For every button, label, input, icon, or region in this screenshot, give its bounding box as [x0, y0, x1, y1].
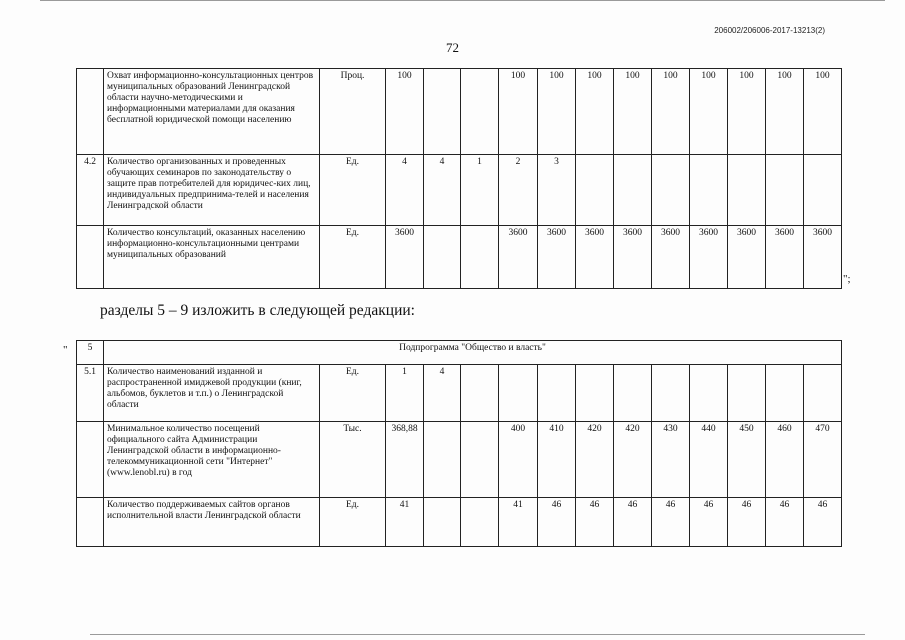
- heading-number: 5: [77, 341, 104, 365]
- unit-of-measure: Ед.: [320, 498, 386, 547]
- indicator-name: Количество наименований изданной и распространенной имиджевой продукции (книг, альбомов, буклетов и т.п.) о Ленинградской области: [104, 365, 320, 422]
- value-cell: 100: [386, 69, 424, 155]
- indicators-table-2: [76, 340, 842, 547]
- table-row: [77, 226, 842, 289]
- table-row: [77, 365, 842, 422]
- value-cell: 450: [728, 422, 766, 498]
- value-cell: 46: [614, 498, 652, 547]
- value-cell: [461, 69, 499, 155]
- value-cell: 41: [386, 498, 424, 547]
- indicator-name: Минимальное количество посещений официального сайта Администрации Ленинградской области в информационно-телекоммуникационной сети "Интернет" (www.lenobl.ru) в год: [104, 422, 320, 498]
- row-number: [77, 498, 104, 547]
- value-cell: 3: [538, 155, 576, 226]
- value-cell: 100: [766, 69, 804, 155]
- indicator-name: Количество организованных и проведенных обучающих семинаров по законодательству о защите прав потребителей для юридичес-ких лиц, индивидуальных предпринима-телей и населения Ленинградской области: [104, 155, 320, 226]
- value-cell: 100: [728, 69, 766, 155]
- value-cell: [766, 365, 804, 422]
- unit-of-measure: Тыс.: [320, 422, 386, 498]
- value-cell: 368,88: [386, 422, 424, 498]
- value-cell: 46: [576, 498, 614, 547]
- indicator-name: Охват информационно-консультационных центров муниципальных образований Ленинградской области научно-методическими и информационными материалами для оказания бесплатной юридической помощи населению: [104, 69, 320, 155]
- value-cell: 1: [386, 365, 424, 422]
- value-cell: [461, 422, 499, 498]
- value-cell: [461, 365, 499, 422]
- value-cell: 440: [690, 422, 728, 498]
- section-replacement-text: разделы 5 – 9 изложить в следующей редакции:: [100, 302, 415, 319]
- unit-of-measure: Ед.: [320, 226, 386, 289]
- value-cell: 100: [652, 69, 690, 155]
- value-cell: [461, 498, 499, 547]
- value-cell: [728, 365, 766, 422]
- value-cell: [424, 422, 461, 498]
- value-cell: [690, 155, 728, 226]
- row-number: [77, 422, 104, 498]
- value-cell: [804, 365, 842, 422]
- table-row: [77, 422, 842, 498]
- value-cell: 100: [499, 69, 538, 155]
- value-cell: [424, 226, 461, 289]
- value-cell: 100: [690, 69, 728, 155]
- value-cell: 100: [538, 69, 576, 155]
- value-cell: 3600: [728, 226, 766, 289]
- row-number: [77, 226, 104, 289]
- table-row: [77, 155, 842, 226]
- value-cell: [766, 155, 804, 226]
- value-cell: 46: [804, 498, 842, 547]
- row-number: [77, 69, 104, 155]
- value-cell: [576, 365, 614, 422]
- value-cell: 46: [538, 498, 576, 547]
- value-cell: 1: [461, 155, 499, 226]
- row-number: 4.2: [77, 155, 104, 226]
- table-row: [77, 69, 842, 155]
- value-cell: [424, 498, 461, 547]
- value-cell: 100: [804, 69, 842, 155]
- value-cell: 400: [499, 422, 538, 498]
- value-cell: 100: [576, 69, 614, 155]
- value-cell: [652, 365, 690, 422]
- table-row: [77, 498, 842, 547]
- value-cell: 4: [424, 365, 461, 422]
- value-cell: 4: [386, 155, 424, 226]
- value-cell: 420: [614, 422, 652, 498]
- value-cell: 3600: [804, 226, 842, 289]
- table1-body: [77, 69, 842, 289]
- indicator-name: Количество поддерживаемых сайтов органов исполнительной власти Ленинградской области: [104, 498, 320, 547]
- value-cell: [804, 155, 842, 226]
- closing-quote-mark: ";: [843, 273, 851, 285]
- bottom-rule: [90, 634, 865, 635]
- indicators-table-1: [76, 68, 842, 289]
- value-cell: 4: [424, 155, 461, 226]
- value-cell: [652, 155, 690, 226]
- value-cell: 3600: [690, 226, 728, 289]
- value-cell: 100: [614, 69, 652, 155]
- unit-of-measure: Ед.: [320, 155, 386, 226]
- table2-body: [77, 341, 842, 547]
- page-number: 72: [446, 40, 459, 55]
- value-cell: 3600: [576, 226, 614, 289]
- value-cell: 46: [690, 498, 728, 547]
- value-cell: 3600: [766, 226, 804, 289]
- value-cell: [576, 155, 614, 226]
- value-cell: 2: [499, 155, 538, 226]
- value-cell: 46: [652, 498, 690, 547]
- value-cell: [499, 365, 538, 422]
- value-cell: [728, 155, 766, 226]
- value-cell: [690, 365, 728, 422]
- value-cell: 41: [499, 498, 538, 547]
- unit-of-measure: Проц.: [320, 69, 386, 155]
- value-cell: 3600: [499, 226, 538, 289]
- value-cell: 470: [804, 422, 842, 498]
- value-cell: 46: [766, 498, 804, 547]
- value-cell: 410: [538, 422, 576, 498]
- top-rule: [40, 0, 885, 1]
- value-cell: 3600: [614, 226, 652, 289]
- row-number: 5.1: [77, 365, 104, 422]
- subprogram-title: Подпрограмма "Общество и власть": [104, 341, 842, 365]
- unit-of-measure: Ед.: [320, 365, 386, 422]
- value-cell: [538, 365, 576, 422]
- value-cell: 460: [766, 422, 804, 498]
- value-cell: [614, 155, 652, 226]
- value-cell: 3600: [652, 226, 690, 289]
- value-cell: 430: [652, 422, 690, 498]
- value-cell: 3600: [538, 226, 576, 289]
- value-cell: 46: [728, 498, 766, 547]
- value-cell: 420: [576, 422, 614, 498]
- value-cell: [424, 69, 461, 155]
- value-cell: [461, 226, 499, 289]
- document-id: 206002/206006-2017-13213(2): [714, 26, 825, 35]
- subprogram-heading-row: [77, 341, 842, 365]
- value-cell: [614, 365, 652, 422]
- value-cell: 3600: [386, 226, 424, 289]
- indicator-name: Количество консультаций, оказанных населению информационно-консультационными центрами муниципальных образований: [104, 226, 320, 289]
- opening-quote-mark: ": [63, 344, 68, 356]
